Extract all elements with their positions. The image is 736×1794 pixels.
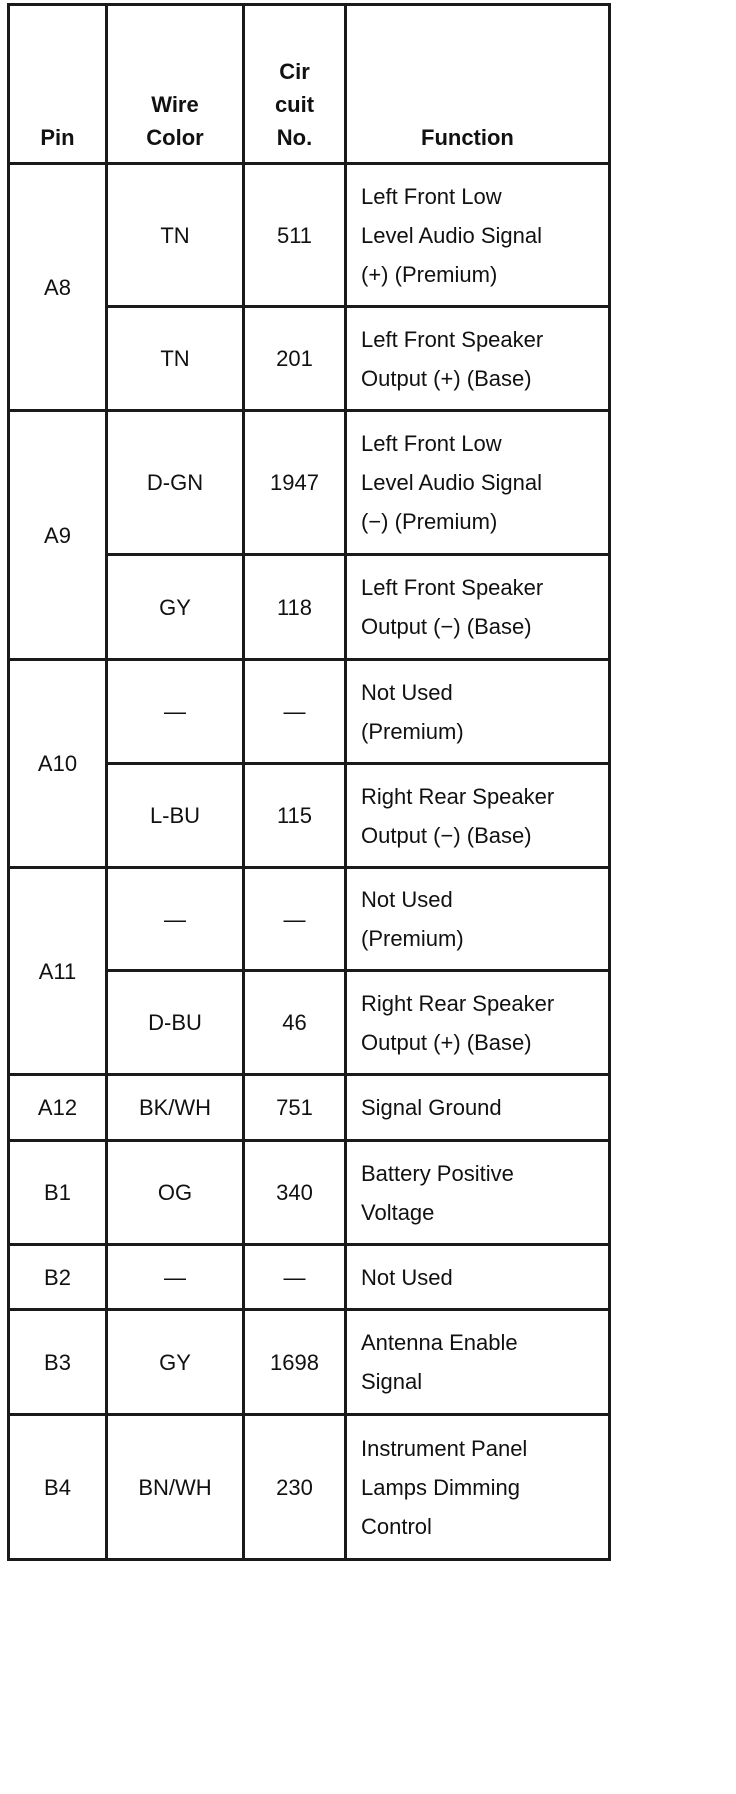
connector-pinout-table bbox=[7, 3, 611, 1561]
circuit-cell: 115 bbox=[244, 764, 346, 868]
pin-cell: A11 bbox=[9, 868, 107, 1075]
table-row bbox=[9, 164, 610, 307]
function-cell: Not Used bbox=[346, 1245, 610, 1310]
circuit-cell: 46 bbox=[244, 971, 346, 1075]
wire-color-cell: BK/WH bbox=[107, 1075, 244, 1141]
wire-color-cell: TN bbox=[107, 164, 244, 307]
header-function: Function bbox=[346, 5, 610, 164]
pin-cell: A9 bbox=[9, 411, 107, 660]
table-row bbox=[9, 660, 610, 764]
circuit-cell: — bbox=[244, 868, 346, 971]
table-row bbox=[9, 411, 610, 555]
table-row bbox=[9, 1075, 610, 1141]
function-cell: Battery Positive Voltage bbox=[346, 1141, 610, 1245]
header-pin: Pin bbox=[9, 5, 107, 164]
circuit-cell: 118 bbox=[244, 555, 346, 660]
function-cell: Left Front Low Level Audio Signal (−) (Premium) bbox=[346, 411, 610, 555]
wire-color-cell: TN bbox=[107, 307, 244, 411]
function-cell: Right Rear Speaker Output (−) (Base) bbox=[346, 764, 610, 868]
function-cell: Not Used (Premium) bbox=[346, 660, 610, 764]
circuit-cell: — bbox=[244, 1245, 346, 1310]
header-circuit-no: Cir cuit No. bbox=[244, 5, 346, 164]
header-wire-color: Wire Color bbox=[107, 5, 244, 164]
circuit-cell: — bbox=[244, 660, 346, 764]
function-cell: Not Used (Premium) bbox=[346, 868, 610, 971]
table-row bbox=[9, 1141, 610, 1245]
wire-color-cell: D-BU bbox=[107, 971, 244, 1075]
pin-cell: A12 bbox=[9, 1075, 107, 1141]
function-cell: Right Rear Speaker Output (+) (Base) bbox=[346, 971, 610, 1075]
circuit-cell: 751 bbox=[244, 1075, 346, 1141]
pin-cell: A8 bbox=[9, 164, 107, 411]
circuit-cell: 201 bbox=[244, 307, 346, 411]
table-row bbox=[9, 1245, 610, 1310]
pin-cell: B1 bbox=[9, 1141, 107, 1245]
wire-color-cell: GY bbox=[107, 1310, 244, 1415]
wire-color-cell: — bbox=[107, 868, 244, 971]
wire-color-cell: GY bbox=[107, 555, 244, 660]
function-cell: Left Front Speaker Output (+) (Base) bbox=[346, 307, 610, 411]
table-row bbox=[9, 1310, 610, 1415]
function-cell: Instrument Panel Lamps Dimming Control bbox=[346, 1415, 610, 1560]
table-row bbox=[9, 1415, 610, 1560]
pin-cell: A10 bbox=[9, 660, 107, 868]
pin-cell: B2 bbox=[9, 1245, 107, 1310]
circuit-cell: 511 bbox=[244, 164, 346, 307]
header-row bbox=[9, 5, 610, 164]
wire-color-cell: — bbox=[107, 1245, 244, 1310]
function-cell: Antenna Enable Signal bbox=[346, 1310, 610, 1415]
circuit-cell: 340 bbox=[244, 1141, 346, 1245]
wire-color-cell: L-BU bbox=[107, 764, 244, 868]
wire-color-cell: BN/WH bbox=[107, 1415, 244, 1560]
function-cell: Left Front Speaker Output (−) (Base) bbox=[346, 555, 610, 660]
pin-cell: B3 bbox=[9, 1310, 107, 1415]
function-cell: Signal Ground bbox=[346, 1075, 610, 1141]
wire-color-cell: OG bbox=[107, 1141, 244, 1245]
function-cell: Left Front Low Level Audio Signal (+) (Premium) bbox=[346, 164, 610, 307]
wire-color-cell: D-GN bbox=[107, 411, 244, 555]
circuit-cell: 1947 bbox=[244, 411, 346, 555]
table-row bbox=[9, 868, 610, 971]
wire-color-cell: — bbox=[107, 660, 244, 764]
pin-cell: B4 bbox=[9, 1415, 107, 1560]
circuit-cell: 1698 bbox=[244, 1310, 346, 1415]
circuit-cell: 230 bbox=[244, 1415, 346, 1560]
